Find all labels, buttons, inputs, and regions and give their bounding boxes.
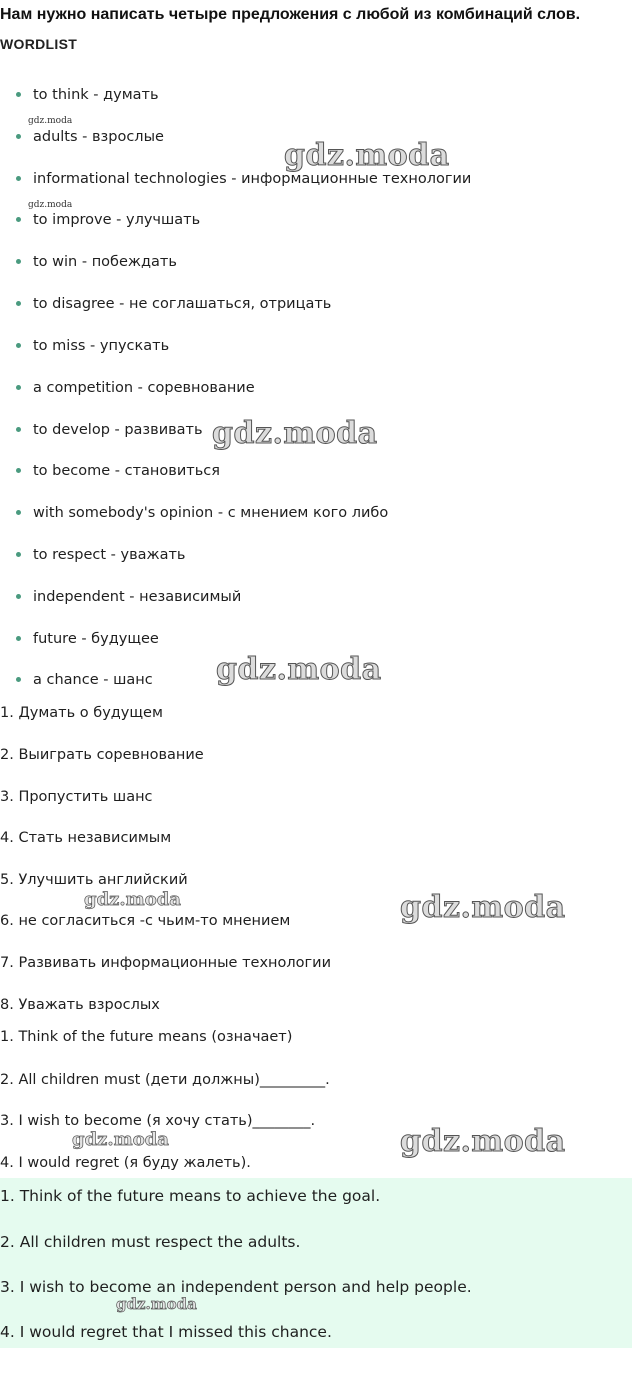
wordlist-item: to think - думать: [16, 84, 159, 106]
wordlist-item: future - будущее: [16, 628, 159, 650]
task-intro: Нам нужно написать четыре предложения с любой из комбинаций слов.: [0, 6, 581, 23]
bullet-icon: [16, 176, 21, 181]
prompt-item: 1. Think of the future means (означает): [0, 1029, 293, 1045]
wordlist-item: with somebody's opinion - с мнением кого либо: [16, 502, 388, 524]
watermark: gdz.moda: [400, 890, 566, 925]
bullet-icon: [16, 552, 21, 557]
bullet-icon: [16, 677, 21, 682]
watermark: gdz.moda: [212, 416, 378, 451]
wordlist-item: to disagree - не соглашаться, отрицать: [16, 293, 331, 315]
wordlist-item: informational technologies - информационные технологии: [16, 168, 471, 190]
phrase-item: 1. Думать о будущем: [0, 705, 163, 721]
watermark: gdz.moda: [284, 138, 450, 173]
watermark: gdz.moda: [28, 200, 73, 210]
phrase-item: 5. Улучшить английский: [0, 872, 188, 888]
wordlist-item: to respect - уважать: [16, 544, 185, 566]
wordlist-item: to miss - упускать: [16, 335, 169, 357]
watermark: gdz.moda: [216, 652, 382, 687]
bullet-icon: [16, 134, 21, 139]
wordlist-item: independent - независимый: [16, 586, 241, 608]
bullet-icon: [16, 385, 21, 390]
wordlist-item: to develop - развивать: [16, 419, 203, 441]
phrase-item: 8. Уважать взрослых: [0, 997, 160, 1013]
wordlist-title: WORDLIST: [0, 36, 78, 52]
bullet-icon: [16, 594, 21, 599]
bullet-icon: [16, 92, 21, 97]
watermark: gdz.moda: [400, 1124, 566, 1159]
bullet-icon: [16, 301, 21, 306]
answer-item: 3. I wish to become an independent person and help people.: [0, 1278, 472, 1296]
phrase-item: 3. Пропустить шанс: [0, 789, 153, 805]
phrase-item: 6. не согласиться -с чьим-то мнением: [0, 913, 291, 929]
phrase-item: 2. Выиграть соревнование: [0, 747, 204, 763]
answer-item: 2. All children must respect the adults.: [0, 1233, 301, 1251]
prompt-item: 4. I would regret (я буду жалеть).: [0, 1155, 251, 1171]
prompt-item: 3. I wish to become (я хочу стать)________.: [0, 1113, 316, 1129]
wordlist-item: adults - взрослые: [16, 126, 164, 148]
bullet-icon: [16, 468, 21, 473]
wordlist-item: a chance - шанс: [16, 669, 153, 691]
watermark: gdz.moda: [28, 116, 73, 126]
wordlist-item: to become - становиться: [16, 460, 220, 482]
answer-item: 1. Think of the future means to achieve the goal.: [0, 1187, 381, 1205]
answer-block: [0, 1178, 632, 1348]
wordlist-item: to improve - улучшать: [16, 209, 200, 231]
bullet-icon: [16, 217, 21, 222]
phrase-item: 4. Стать независимым: [0, 830, 172, 846]
watermark: gdz.moda: [72, 1129, 169, 1150]
wordlist-item: to win - побеждать: [16, 251, 177, 273]
bullet-icon: [16, 259, 21, 264]
prompt-item: 2. All children must (дети должны)_________.: [0, 1072, 330, 1088]
bullet-icon: [16, 427, 21, 432]
bullet-icon: [16, 636, 21, 641]
bullet-icon: [16, 510, 21, 515]
phrase-item: 7. Развивать информационные технологии: [0, 955, 331, 971]
bullet-icon: [16, 343, 21, 348]
wordlist-item: a competition - соревнование: [16, 377, 255, 399]
watermark: gdz.moda: [84, 889, 181, 910]
watermark: gdz.moda: [116, 1295, 197, 1313]
answer-item: 4. I would regret that I missed this chance.: [0, 1323, 332, 1341]
